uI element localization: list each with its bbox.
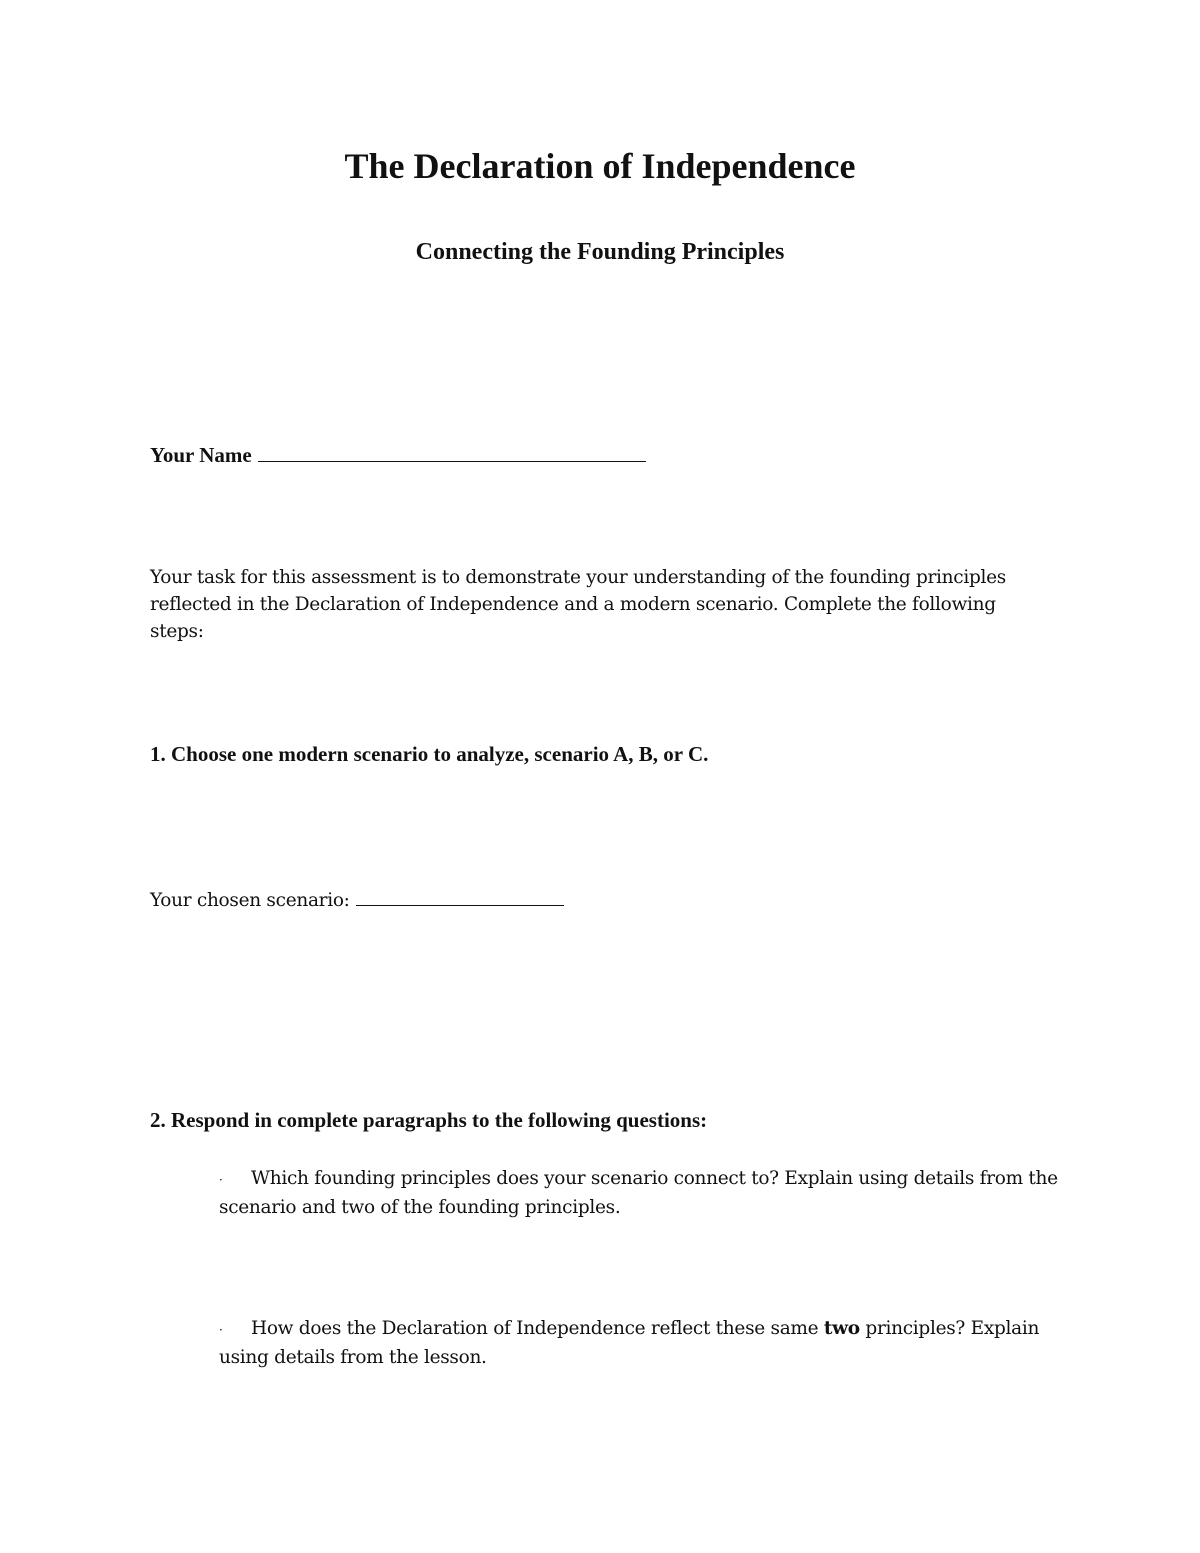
chosen-scenario-blank-line[interactable] — [356, 888, 564, 906]
question-2-text-before: How does the Declaration of Independence reflect these same — [251, 1318, 819, 1339]
task-instructions: Your task for this assessment is to demonstrate your understanding of the founding principles reflected in the Declaration of Independence and a modern scenario. Complete the following steps: — [150, 567, 1006, 642]
chosen-scenario-row — [150, 887, 564, 914]
question-2-emphasis: two — [823, 1318, 860, 1339]
question-1-text: Which founding principles does your scenario connect to? Explain using details from the scenario and two of the founding principles. — [219, 1168, 1058, 1218]
question-2-text-after: principles? Explain using details from the lesson. — [219, 1318, 1040, 1368]
page-title: The Declaration of Independence — [344, 146, 856, 186]
bullet-dot-icon: · — [219, 1323, 223, 1337]
step-2-heading: 2. Respond in complete paragraphs to the following questions: — [150, 1108, 708, 1132]
name-field-row — [150, 441, 646, 469]
name-label: Your Name — [150, 443, 252, 467]
chosen-scenario-label: Your chosen scenario: — [150, 890, 350, 911]
step-1-heading: 1. Choose one modern scenario to analyze, scenario A, B, or C. — [150, 742, 709, 766]
name-blank-line[interactable] — [258, 441, 646, 462]
question-2-item — [219, 1315, 1059, 1371]
bullet-dot-icon: · — [219, 1173, 223, 1187]
question-1-item — [219, 1165, 1059, 1221]
page-subtitle: Connecting the Founding Principles — [415, 239, 785, 265]
